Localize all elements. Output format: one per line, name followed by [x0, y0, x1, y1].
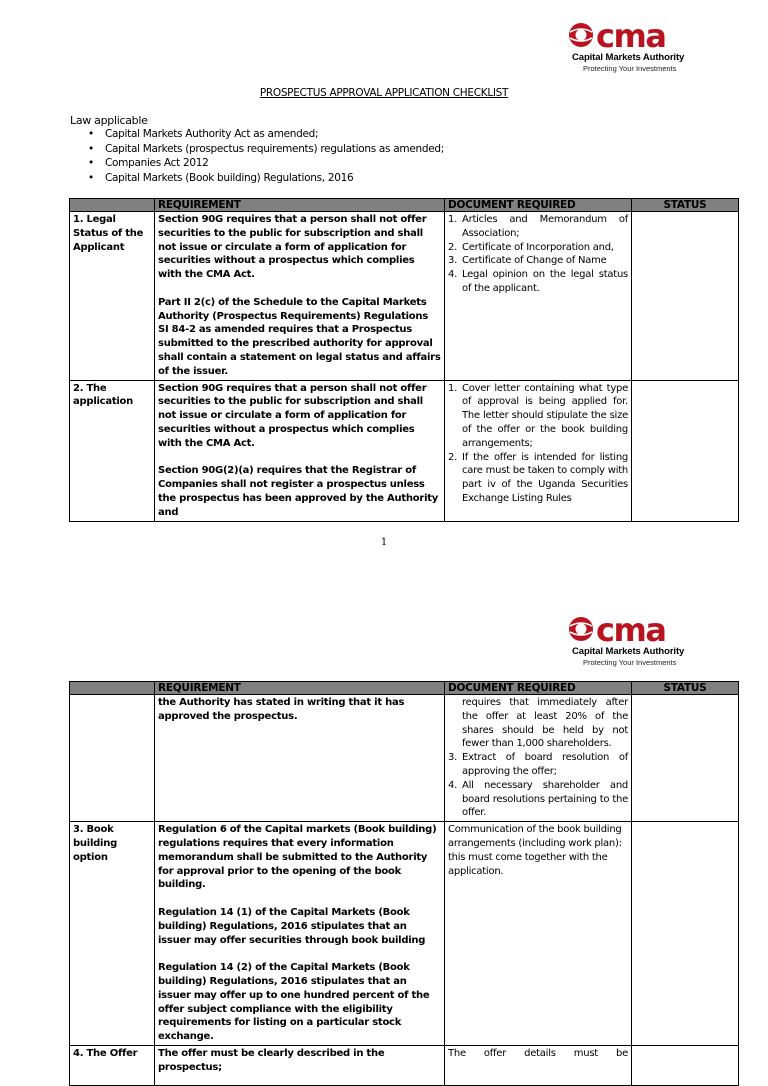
document-text: If the offer is intended for listing care must be taken to comply with part iv of the Uganda Securities Exchange Listing Rules	[462, 451, 628, 504]
bullet-icon: •	[88, 171, 94, 184]
status-cell[interactable]	[632, 822, 739, 1046]
header-area-cell	[70, 682, 155, 695]
table-row	[70, 695, 739, 822]
requirement-cell	[155, 695, 445, 822]
logo-tagline: Protecting Your Investments	[583, 64, 677, 73]
bullet-icon: •	[88, 128, 94, 140]
table-row	[70, 822, 739, 1046]
requirement-cell	[155, 1045, 445, 1085]
requirement-paragraph: Regulation 14 (1) of the Capital Markets (Book building) Regulations, 2016 stipulates that an issuer may offer securities through book building	[158, 906, 426, 946]
logo-tagline: Protecting Your Investments	[583, 658, 677, 667]
table-row	[70, 1045, 739, 1085]
list-item	[88, 171, 444, 186]
list-item	[88, 127, 444, 142]
requirement-paragraph: Regulation 6 of the Capital markets (Book building) regulations requires that every information memorandum shall be submitted to the Authority for approval prior to the opening of the book building.	[158, 824, 437, 891]
law-item-text: Capital Markets (prospectus requirements) regulations as amended;	[105, 142, 444, 155]
list-item: 2. If the offer is intended for listing care must be taken to comply with part iv of the Uganda Securities Exchange Listing Rules	[448, 451, 628, 504]
document-text: Cover letter containing what type of approval is being applied for. The letter should stipulate the size of the offer or the book building arrangements;	[462, 382, 628, 449]
law-applicable-heading: Law applicable	[70, 114, 148, 127]
area-cell: 3. Book building option	[70, 822, 155, 1046]
status-cell[interactable]	[632, 1045, 739, 1085]
requirement-paragraph: Section 90G requires that a person shall not offer securities to the public for subscription and shall not issue or circulate a form of application for securities without a prospectus which complies with the CMA Act.	[158, 382, 427, 449]
law-item-text: Capital Markets (Book building) Regulations, 2016	[105, 171, 354, 184]
document-text: Certificate of Incorporation and,	[462, 241, 614, 253]
list-item: 4. All necessary shareholder and board resolutions pertaining to the offer.	[448, 779, 628, 819]
law-item-text: Capital Markets Authority Act as amended;	[105, 128, 319, 140]
requirement-cell	[155, 212, 445, 381]
table-header-row	[70, 682, 739, 695]
list-item: 3. Extract of board resolution of approving the offer;	[448, 752, 628, 777]
table-header-row	[70, 199, 739, 212]
status-cell[interactable]	[632, 695, 739, 822]
list-item: 4. Legal opinion on the legal status of the applicant.	[448, 269, 628, 294]
documents-cell	[445, 212, 632, 381]
law-applicable-list	[88, 127, 444, 185]
document-continuation-text: requires that immediately after the offer at least 20% of the shares should be held by not fewer than 1,000 shareholders.	[462, 697, 628, 750]
list-item: 1. Articles and Memorandum of Association;	[448, 214, 628, 239]
cma-logo-mark-icon	[568, 17, 698, 55]
requirement-paragraph: The offer must be clearly described in the prospectus;	[158, 1047, 385, 1073]
svg-text:cma: cma	[596, 611, 666, 649]
area-cell: 4. The Offer	[70, 1045, 155, 1085]
requirement-paragraph: Part II 2(c) of the Schedule to the Capital Markets Authority (Prospectus Requirements) Regulations SI 84-2 as amended requires that a Prospectus submitted to the prescribed authority for approval shall contain a statement on legal status and affairs of the issuer.	[158, 296, 441, 377]
svg-text:cma: cma	[596, 17, 666, 55]
documents-cell	[445, 380, 632, 521]
requirement-paragraph: Section 90G(2)(a) requires that the Registrar of Companies shall not register a prospectus unless the prospectus has been approved by the Authority and	[158, 465, 439, 518]
document-text: Legal opinion on the legal status of the applicant.	[462, 269, 628, 294]
header-status: STATUS	[632, 199, 739, 212]
status-cell[interactable]	[632, 380, 739, 521]
document-text: Articles and Memorandum of Association;	[462, 214, 628, 239]
checklist-table-page-1	[69, 198, 739, 522]
document-title: PROSPECTUS APPROVAL APPLICATION CHECKLIST	[259, 87, 509, 99]
requirement-paragraph: the Authority has stated in writing that it has approved the prospectus.	[158, 697, 405, 722]
requirement-cell	[155, 822, 445, 1046]
page-2	[0, 590, 768, 1073]
header-document-required: DOCUMENT REQUIRED	[445, 682, 632, 695]
page-number: 1	[380, 537, 388, 548]
documents-cell: The offer details must be	[445, 1045, 632, 1085]
logo-authority-text: Capital Markets Authority	[572, 52, 685, 63]
list-item: 1. Cover letter containing what type of approval is being applied for. The letter should stipulate the size of the offer or the book building arrangements;	[448, 382, 628, 449]
list-item: 2. Certificate of Incorporation and,	[448, 241, 614, 253]
cma-logo-mark-icon	[568, 611, 698, 649]
requirement-paragraph: Section 90G requires that a person shall not offer securities to the public for subscription and shall not issue or circulate a form of application for securities without a prospectus which complies with the CMA Act.	[158, 214, 427, 281]
bullet-icon: •	[88, 157, 94, 169]
checklist-table-page-2	[69, 681, 739, 1086]
requirement-cell	[155, 380, 445, 521]
area-cell	[70, 380, 155, 521]
header-document-required: DOCUMENT REQUIRED	[445, 199, 632, 212]
document-text: Certificate of Change of Name	[462, 255, 607, 267]
list-item	[88, 156, 444, 171]
list-item	[88, 142, 444, 157]
documents-cell	[445, 695, 632, 822]
header-requirement: REQUIREMENT	[155, 682, 445, 695]
bullet-icon: •	[88, 142, 94, 155]
header-status: STATUS	[632, 682, 739, 695]
requirement-paragraph: Regulation 14 (2) of the Capital Markets (Book building) Regulations, 2016 stipulates that an issuer may offer up to one hundred percent of the offer subject compliance with the eligibility requirements for listing on a particular stock exchange.	[158, 962, 430, 1043]
law-item-text: Companies Act 2012	[105, 157, 209, 169]
header-area-cell	[70, 199, 155, 212]
cma-logo	[568, 611, 708, 674]
area-cell: 1. Legal Status of the Applicant	[70, 212, 155, 381]
documents-cell: Communication of the book building arrangements (including work plan): this must come together with the application.	[445, 822, 632, 1046]
document-text: All necessary shareholder and board resolutions pertaining to the offer.	[462, 779, 628, 819]
area-cell	[70, 695, 155, 822]
header-requirement: REQUIREMENT	[155, 199, 445, 212]
area-text: 2. The application	[73, 382, 134, 408]
cma-logo	[568, 17, 708, 80]
list-item: 3. Certificate of Change of Name	[448, 255, 607, 267]
status-cell[interactable]	[632, 212, 739, 381]
page-gap	[0, 560, 768, 590]
table-row	[70, 380, 739, 521]
table-row	[70, 212, 739, 381]
document-text: Extract of board resolution of approving the offer;	[462, 752, 628, 777]
logo-authority-text: Capital Markets Authority	[572, 646, 685, 657]
